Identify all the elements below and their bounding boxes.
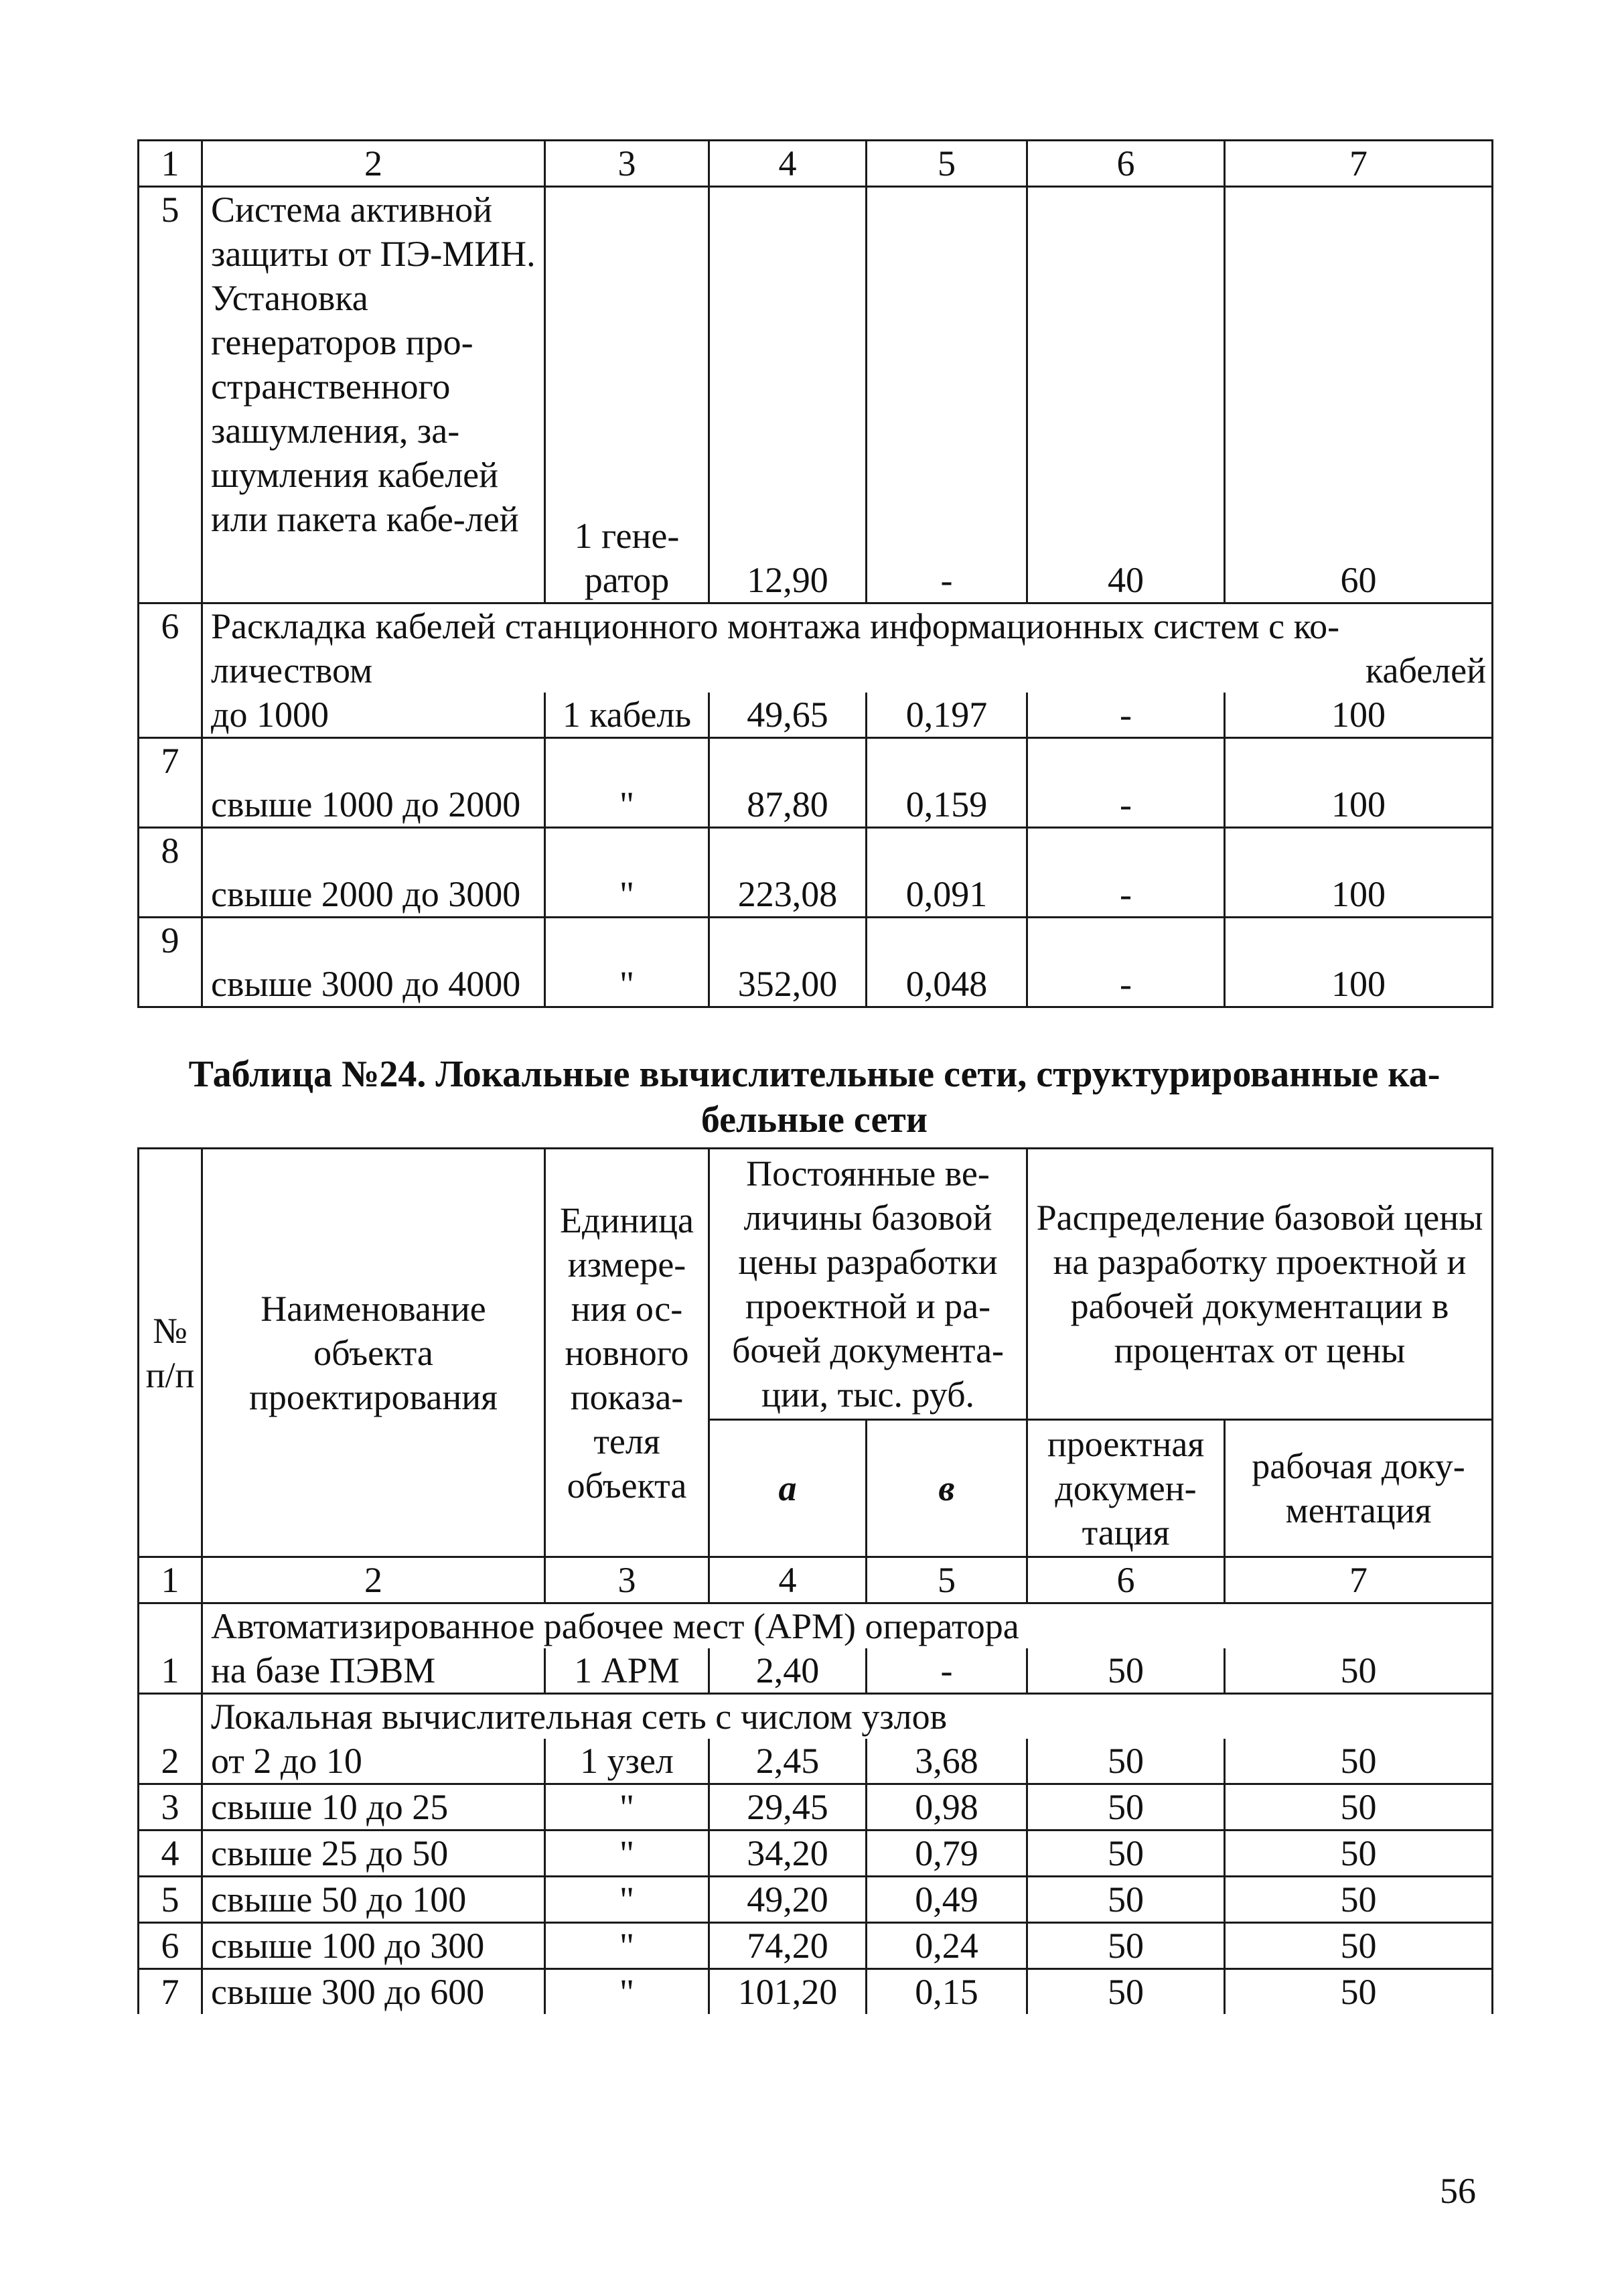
row-value-6: 50	[1027, 1969, 1225, 2015]
table-row	[139, 1831, 1493, 1877]
row-value-a: 12,90	[709, 187, 867, 603]
table-row	[139, 1603, 1493, 1649]
col-header-project-docs: проектная докумен-тация	[1027, 1420, 1225, 1557]
row-group-title: Автоматизированное рабочее мест (АРМ) оператора	[202, 1603, 1493, 1649]
row-value-6: 50	[1027, 1739, 1225, 1784]
col-index: 4	[709, 1557, 867, 1603]
row-value-6: 50	[1027, 1784, 1225, 1831]
row-name: свыше 1000 до 2000	[202, 738, 545, 828]
table-row	[139, 603, 1493, 693]
col-index: 2	[202, 1557, 545, 1603]
row-value-6: 50	[1027, 1831, 1225, 1877]
col-header: 4	[709, 141, 867, 187]
row-value-a: 2,40	[709, 1648, 867, 1694]
col-header: 7	[1225, 141, 1493, 187]
col-header: 5	[867, 141, 1027, 187]
col-header-number: № п/п	[139, 1149, 202, 1557]
row-value-a: 49,20	[709, 1877, 867, 1923]
col-header: 3	[545, 141, 709, 187]
col-index: 1	[139, 1557, 202, 1603]
col-header-distribution: Распределение базовой цены на разработку проектной и рабочей документации в процентах от цены	[1027, 1149, 1493, 1420]
row-number: 5	[139, 187, 202, 603]
row-value-7: 50	[1225, 1923, 1493, 1969]
col-header: 2	[202, 141, 545, 187]
col-index: 7	[1225, 1557, 1493, 1603]
table-header-row	[139, 1149, 1493, 1420]
row-name: свыше 25 до 50	[202, 1831, 545, 1877]
table-row	[139, 1739, 1493, 1784]
row-value-b: -	[867, 1648, 1027, 1694]
col-header-b: в	[867, 1420, 1027, 1557]
row-value-6: 50	[1027, 1877, 1225, 1923]
row-value-b: 0,24	[867, 1923, 1027, 1969]
row-unit: "	[545, 918, 709, 1007]
row-value-6: 50	[1027, 1923, 1225, 1969]
row-unit: 1 гене-ратор	[545, 187, 709, 603]
row-value-7: 50	[1225, 1969, 1493, 2015]
row-value-a: 87,80	[709, 738, 867, 828]
table-row	[139, 1969, 1493, 2015]
row-number: 6	[139, 603, 202, 738]
row-group-title: Раскладка кабелей станционного монтажа информационных систем с ко-личеством кабелей	[202, 603, 1493, 693]
row-value-a: 74,20	[709, 1923, 867, 1969]
row-name: свыше 10 до 25	[202, 1784, 545, 1831]
row-number: 8	[139, 828, 202, 918]
row-value-6: -	[1027, 738, 1225, 828]
row-value-7: 50	[1225, 1831, 1493, 1877]
table-row	[139, 1923, 1493, 1969]
row-value-6: -	[1027, 693, 1225, 738]
row-name: свыше 300 до 600	[202, 1969, 545, 2015]
page-number: 56	[1440, 2171, 1476, 2211]
col-header-a: а	[709, 1420, 867, 1557]
row-value-b: 3,68	[867, 1739, 1027, 1784]
row-value-b: 0,159	[867, 738, 1027, 828]
row-unit: "	[545, 1923, 709, 1969]
row-name: на базе ПЭВМ	[202, 1648, 545, 1694]
row-name: до 1000	[202, 693, 545, 738]
table-row	[139, 1784, 1493, 1831]
table-row	[139, 918, 1493, 1007]
row-value-a: 34,20	[709, 1831, 867, 1877]
row-value-a: 101,20	[709, 1969, 867, 2015]
row-unit: 1 узел	[545, 1739, 709, 1784]
row-value-b: 0,49	[867, 1877, 1027, 1923]
row-unit: "	[545, 738, 709, 828]
col-header-unit: Единица измере-ния ос-новного показа-теля объекта	[545, 1149, 709, 1557]
row-value-7: 50	[1225, 1739, 1493, 1784]
row-value-b: 0,048	[867, 918, 1027, 1007]
table-index-row	[139, 1557, 1493, 1603]
table-row	[139, 1648, 1493, 1694]
row-number: 4	[139, 1831, 202, 1877]
col-header-constants: Постоянные ве-личины базовой цены разработки проектной и ра-бочей документа-ции, тыс. руб.	[709, 1149, 1027, 1420]
row-unit: "	[545, 1784, 709, 1831]
row-value-6: 50	[1027, 1648, 1225, 1694]
row-number: 6	[139, 1923, 202, 1969]
col-index: 5	[867, 1557, 1027, 1603]
row-value-7: 50	[1225, 1784, 1493, 1831]
row-value-7: 100	[1225, 693, 1493, 738]
row-value-b: 0,091	[867, 828, 1027, 918]
row-value-7: 100	[1225, 918, 1493, 1007]
row-unit: 1 АРМ	[545, 1648, 709, 1694]
row-unit: "	[545, 1831, 709, 1877]
row-number: 9	[139, 918, 202, 1007]
row-name: свыше 3000 до 4000	[202, 918, 545, 1007]
col-header: 6	[1027, 141, 1225, 187]
row-name: свыше 50 до 100	[202, 1877, 545, 1923]
row-value-b: -	[867, 187, 1027, 603]
row-value-6: -	[1027, 918, 1225, 1007]
col-header-work-docs: рабочая доку-ментация	[1225, 1420, 1493, 1557]
table-row	[139, 1694, 1493, 1739]
row-value-b: 0,197	[867, 693, 1027, 738]
row-value-7: 60	[1225, 187, 1493, 603]
row-value-a: 352,00	[709, 918, 867, 1007]
row-number: 7	[139, 1969, 202, 2015]
row-value-6: -	[1027, 828, 1225, 918]
row-number: 1	[139, 1603, 202, 1694]
row-value-b: 0,98	[867, 1784, 1027, 1831]
col-header: 1	[139, 141, 202, 187]
col-header-name: Наименование объекта проектирования	[202, 1149, 545, 1557]
row-value-a: 223,08	[709, 828, 867, 918]
row-value-7: 100	[1225, 828, 1493, 918]
table-row	[139, 1877, 1493, 1923]
row-value-7: 50	[1225, 1648, 1493, 1694]
row-value-b: 0,79	[867, 1831, 1027, 1877]
row-name: Система активной защиты от ПЭ-МИН. Установка генераторов про-странственного зашумления, за-шумления кабелей или пакета кабе-лей	[202, 187, 545, 603]
lan-table	[137, 1147, 1493, 2014]
table-row	[139, 738, 1493, 828]
row-value-7: 50	[1225, 1877, 1493, 1923]
row-unit: "	[545, 1969, 709, 2015]
continuation-table	[137, 139, 1493, 1008]
row-number: 2	[139, 1694, 202, 1784]
row-name: свыше 2000 до 3000	[202, 828, 545, 918]
table-row	[139, 693, 1493, 738]
row-value-a: 49,65	[709, 693, 867, 738]
row-number: 3	[139, 1784, 202, 1831]
row-value-a: 2,45	[709, 1739, 867, 1784]
row-value-a: 29,45	[709, 1784, 867, 1831]
row-group-title: Локальная вычислительная сеть с числом узлов	[202, 1694, 1493, 1739]
table-header-row	[139, 141, 1493, 187]
col-index: 3	[545, 1557, 709, 1603]
row-number: 5	[139, 1877, 202, 1923]
row-value-b: 0,15	[867, 1969, 1027, 2015]
row-number: 7	[139, 738, 202, 828]
col-index: 6	[1027, 1557, 1225, 1603]
table-row	[139, 187, 1493, 603]
row-value-6: 40	[1027, 187, 1225, 603]
row-unit: "	[545, 828, 709, 918]
row-unit: "	[545, 1877, 709, 1923]
row-value-7: 100	[1225, 738, 1493, 828]
table-row	[139, 828, 1493, 918]
table-title: Таблица №24. Локальные вычислительные сети, структурированные ка-бельные сети	[188, 1054, 1441, 1141]
row-name: свыше 100 до 300	[202, 1923, 545, 1969]
row-unit: 1 кабель	[545, 693, 709, 738]
row-name: от 2 до 10	[202, 1739, 545, 1784]
